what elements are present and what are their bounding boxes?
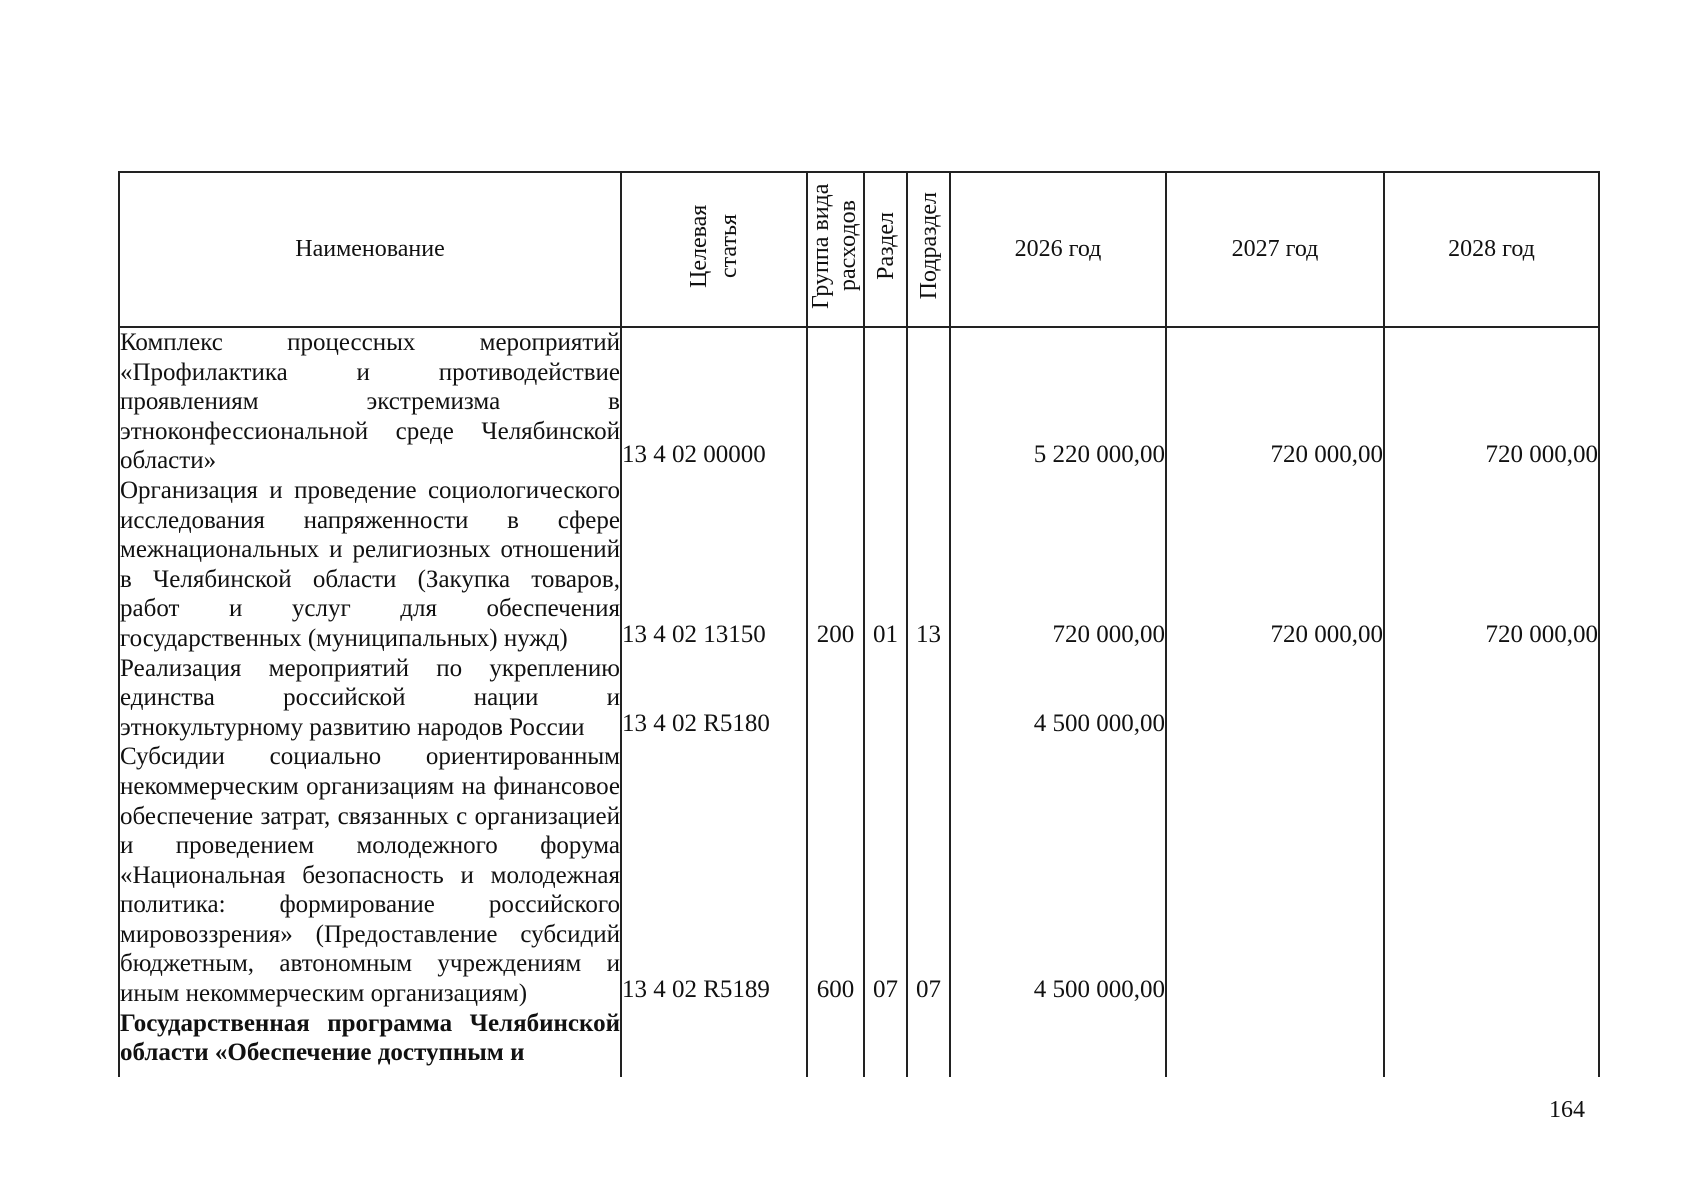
row-expense-group — [807, 327, 864, 476]
table-row — [119, 1009, 1599, 1077]
row-amount-2028: 720 000,00 — [1384, 476, 1599, 654]
row-amount-2027: 720 000,00 — [1166, 327, 1384, 476]
row-subsection — [907, 327, 950, 476]
row-expense-group: 200 — [807, 476, 864, 654]
row-target-article: 13 4 02 00000 — [621, 327, 807, 476]
table-row — [119, 476, 1599, 654]
row-target-article: 13 4 02 13150 — [621, 476, 807, 654]
row-target-article: 13 4 02 R5189 — [621, 742, 807, 1008]
row-amount-2028: 720 000,00 — [1384, 327, 1599, 476]
table-row — [119, 742, 1599, 1008]
row-amount-2026: 4 500 000,00 — [950, 742, 1166, 1008]
row-name: Государственная программа Челябинской области «Обеспечение доступным и — [119, 1009, 621, 1077]
page-number: 164 — [1549, 1097, 1585, 1123]
row-target-article: 13 4 02 R5180 — [621, 654, 807, 743]
row-amount-2028 — [1384, 1009, 1599, 1077]
row-name: Субсидии социально ориентированным некоммерческим организациям на финансовое обеспечение затрат, связанных с организацией и проведением молодежного форума «Национальная безопасность и молодежная политика: формирование российского мировоззрения» (Предоставление субсидий бюджетным, автономным учреждениям и иным некоммерческим организациям) — [120, 743, 620, 1008]
table-header-row — [119, 172, 1599, 327]
table-row — [119, 327, 1599, 476]
row-amount-2026: 5 220 000,00 — [950, 327, 1166, 476]
row-section — [864, 327, 907, 476]
row-amount-2028 — [1384, 654, 1599, 743]
row-amount-2027 — [1166, 742, 1384, 1008]
row-expense-group — [807, 1009, 864, 1077]
row-amount-2027 — [1166, 654, 1384, 743]
header-target-article-label: Целевая статья — [686, 204, 742, 288]
header-expense-group — [807, 172, 864, 327]
row-section — [864, 1009, 907, 1077]
row-name: Организация и проведение социологического исследования напряженности в сфере межнациональных и религиозных отношений в Челябинской области (Закупка товаров, работ и услуг для обеспечения государственных (муниципальных) нужд) — [120, 476, 620, 652]
row-expense-group — [807, 654, 864, 743]
row-amount-2026: 4 500 000,00 — [950, 654, 1166, 743]
row-subsection: 13 — [907, 476, 950, 654]
header-2028: 2028 год — [1384, 172, 1599, 327]
row-name: Комплекс процессных мероприятий «Профилактика и противодействие проявлениям экстремизма в этноконфессиональной среде Челябинской области» — [120, 329, 620, 475]
header-subsection-label: Подраздел — [915, 192, 942, 300]
row-amount-2027 — [1166, 1009, 1384, 1077]
row-amount-2026 — [950, 1009, 1166, 1077]
header-target-article — [621, 172, 807, 327]
header-section-label: Раздел — [872, 212, 899, 280]
row-amount-2028 — [1384, 742, 1599, 1008]
header-2026: 2026 год — [950, 172, 1166, 327]
header-2027: 2027 год — [1166, 172, 1384, 327]
row-section: 01 — [864, 476, 907, 654]
row-amount-2027: 720 000,00 — [1166, 476, 1384, 654]
row-subsection — [907, 654, 950, 743]
row-subsection — [907, 1009, 950, 1077]
header-section — [864, 172, 907, 327]
row-name: Реализация мероприятий по укреплению единства российской нации и этнокультурному развитию народов России — [120, 654, 620, 741]
header-subsection — [907, 172, 950, 327]
row-section — [864, 654, 907, 743]
row-section: 07 — [864, 742, 907, 1008]
row-amount-2026: 720 000,00 — [950, 476, 1166, 654]
budget-table — [118, 171, 1600, 1077]
row-subsection: 07 — [907, 742, 950, 1008]
header-expense-group-label: Группа вида расходов — [808, 183, 861, 309]
row-expense-group: 600 — [807, 742, 864, 1008]
row-target-article — [621, 1009, 807, 1077]
header-name: Наименование — [119, 172, 621, 327]
table-row — [119, 654, 1599, 743]
